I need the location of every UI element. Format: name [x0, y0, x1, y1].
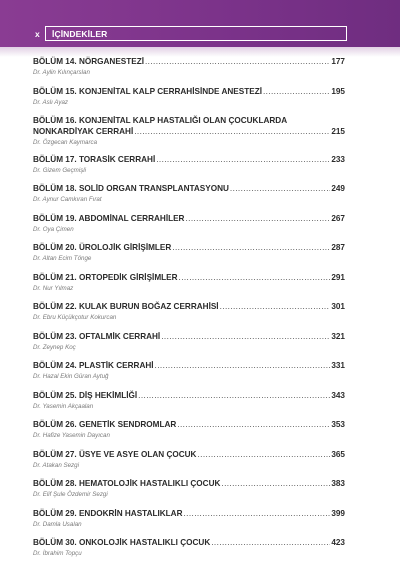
toc-entry-line — [33, 242, 345, 253]
toc-entry-line — [33, 508, 345, 519]
table-of-contents — [33, 56, 345, 567]
toc-entry-line — [33, 126, 345, 137]
toc-entry-page-number: 365 — [331, 449, 345, 459]
toc-entry-author: Dr. Atakan Sezgi — [33, 461, 79, 469]
dot-leader — [221, 478, 330, 489]
toc-entry[interactable] — [33, 449, 345, 479]
toc-entry[interactable] — [33, 478, 345, 508]
toc-entry-page-number: 195 — [331, 86, 345, 96]
toc-entry-title: BÖLÜM 27. ÜSYE VE ASYE OLAN ÇOCUK — [33, 449, 197, 459]
toc-entry-author: Dr. İbrahim Topçu — [33, 550, 82, 557]
dot-leader — [134, 126, 330, 137]
toc-entry-page-number: 287 — [331, 243, 345, 252]
toc-entry-line — [33, 213, 345, 224]
toc-entry-title: BÖLÜM 20. ÜROLOJİK GİRİŞİMLER — [33, 243, 172, 252]
toc-entry-page-number: 331 — [331, 361, 345, 370]
toc-entry-title: NONKARDİYAK CERRAHİ — [33, 127, 134, 136]
toc-entry-author: Dr. Damla Usalan — [33, 520, 82, 528]
toc-entry-author: Dr. Aynur Camkıran Fırat — [33, 196, 102, 203]
toc-entry-line — [33, 390, 345, 401]
dot-leader — [145, 56, 330, 67]
toc-entry-author: Dr. Ebru Küçükçotur Kokurcan — [33, 314, 117, 321]
toc-entry-author: Dr. Aylin Kılınçarslan — [33, 69, 90, 76]
toc-entry[interactable] — [33, 301, 345, 331]
toc-entry-line — [33, 86, 345, 97]
toc-entry[interactable] — [33, 331, 345, 361]
page-number: x — [35, 29, 40, 39]
toc-entry-title: BÖLÜM 19. ABDOMİNAL CERRAHİLER — [33, 213, 185, 223]
toc-entry-page-number: 383 — [331, 479, 345, 488]
dot-leader — [177, 419, 330, 430]
dot-leader — [155, 360, 331, 371]
toc-entry[interactable] — [33, 390, 345, 420]
toc-entry-author: Dr. Özgecan Kaymarca — [33, 139, 98, 146]
toc-entry[interactable] — [33, 360, 345, 390]
toc-entry-line — [33, 478, 345, 489]
toc-entry-line — [33, 56, 345, 67]
toc-entry-page-number: 353 — [331, 420, 345, 429]
dot-leader — [197, 449, 330, 460]
toc-entry-page-number: 291 — [331, 272, 345, 282]
toc-entry-author: Dr. Aslı Ayaz — [33, 98, 69, 106]
toc-entry-page-number: 267 — [331, 213, 345, 223]
toc-entry-page-number: 423 — [331, 538, 345, 547]
toc-entry[interactable] — [33, 213, 345, 243]
toc-entry[interactable] — [33, 537, 345, 567]
toc-entry[interactable] — [33, 272, 345, 302]
toc-entry[interactable] — [33, 508, 345, 538]
toc-entry-title: BÖLÜM 14. NÖRGANESTEZİ — [33, 57, 144, 66]
dot-leader — [156, 154, 330, 165]
toc-entry[interactable] — [33, 419, 345, 449]
toc-entry-title: BÖLÜM 15. KONJENİTAL KALP CERRAHİSİNDE ANESTEZİ — [33, 86, 262, 96]
toc-entry-page-number: 321 — [331, 331, 345, 341]
toc-entry-title: BÖLÜM 29. ENDOKRİN HASTALIKLAR — [33, 508, 183, 518]
toc-entry-line — [33, 301, 345, 312]
toc-entry-page-number: 233 — [331, 154, 345, 164]
toc-entry-line — [33, 537, 345, 548]
toc-entry-author: Dr. Gizem Geçmişli — [33, 166, 87, 174]
toc-entry-title: BÖLÜM 25. DİŞ HEKİMLİĞİ — [33, 390, 138, 400]
toc-entry-line — [33, 331, 345, 342]
dot-leader — [172, 242, 330, 253]
toc-entry-line — [33, 360, 345, 371]
toc-entry-line — [33, 449, 345, 460]
toc-entry[interactable] — [33, 86, 345, 116]
toc-entry-title: BÖLÜM 21. ORTOPEDİK GİRİŞİMLER — [33, 272, 178, 282]
dot-leader — [211, 537, 330, 548]
toc-entry-title: BÖLÜM 30. ONKOLOJİK HASTALIKLI ÇOCUK — [33, 538, 211, 547]
toc-entry[interactable] — [33, 154, 345, 184]
dot-leader — [161, 331, 330, 342]
toc-entry-line — [33, 154, 345, 165]
toc-entry-title-line1: BÖLÜM 16. KONJENİTAL KALP HASTALIĞI OLAN ÇOCUKLARDA — [33, 116, 288, 125]
toc-entry-author: Dr. Elif Şule Özdemir Sezgi — [33, 491, 108, 498]
toc-entry-title: BÖLÜM 22. KULAK BURUN BOĞAZ CERRAHİSİ — [33, 302, 219, 311]
toc-entry-author: Dr. Oya Çimen — [33, 225, 74, 233]
dot-leader — [184, 508, 331, 519]
toc-entry-author: Dr. Hazal Ekin Güran Aytuğ — [33, 373, 109, 380]
toc-entry-title: BÖLÜM 26. GENETİK SENDROMLAR — [33, 420, 177, 429]
toc-entry-page-number: 399 — [331, 508, 345, 518]
toc-entry-author: Dr. Nur Yılmaz — [33, 284, 74, 292]
toc-entry[interactable] — [33, 183, 345, 213]
page-title: İÇİNDEKİLER — [52, 29, 108, 39]
toc-entry-page-number: 343 — [331, 390, 345, 400]
toc-entry-page-number: 177 — [331, 57, 345, 66]
toc-entry-title: BÖLÜM 28. HEMATOLOJİK HASTALIKLI ÇOCUK — [33, 479, 221, 488]
toc-entry-title: BÖLÜM 23. OFTALMİK CERRAHİ — [33, 331, 161, 341]
dot-leader — [230, 183, 330, 194]
dot-leader — [263, 86, 330, 97]
toc-entry-line — [33, 419, 345, 430]
toc-entry[interactable] — [33, 242, 345, 272]
toc-entry-title: BÖLÜM 24. PLASTİK CERRAHİ — [33, 361, 154, 370]
toc-entry-page-number: 301 — [331, 302, 345, 311]
toc-entry[interactable] — [33, 115, 345, 154]
toc-entry-author: Dr. Yasemin Akçaalan — [33, 402, 94, 410]
dot-leader — [220, 301, 331, 312]
toc-entry[interactable] — [33, 56, 345, 86]
toc-entry-page-number: 249 — [331, 184, 345, 193]
toc-entry-line — [33, 183, 345, 194]
toc-entry-line — [33, 272, 345, 283]
toc-entry-author: Dr. Zeynep Koç — [33, 343, 76, 351]
dot-leader — [138, 390, 330, 401]
toc-entry-author: Dr. Hafize Yasemin Dayıcan — [33, 432, 110, 439]
dot-leader — [179, 272, 331, 283]
toc-entry-title: BÖLÜM 18. SOLİD ORGAN TRANSPLANTASYONU — [33, 184, 229, 193]
toc-entry-title: BÖLÜM 17. TORASİK CERRAHİ — [33, 154, 156, 164]
toc-entry-author: Dr. Altan Ecim Tönge — [33, 255, 92, 262]
dot-leader — [185, 213, 330, 224]
toc-entry-page-number: 215 — [331, 127, 345, 136]
